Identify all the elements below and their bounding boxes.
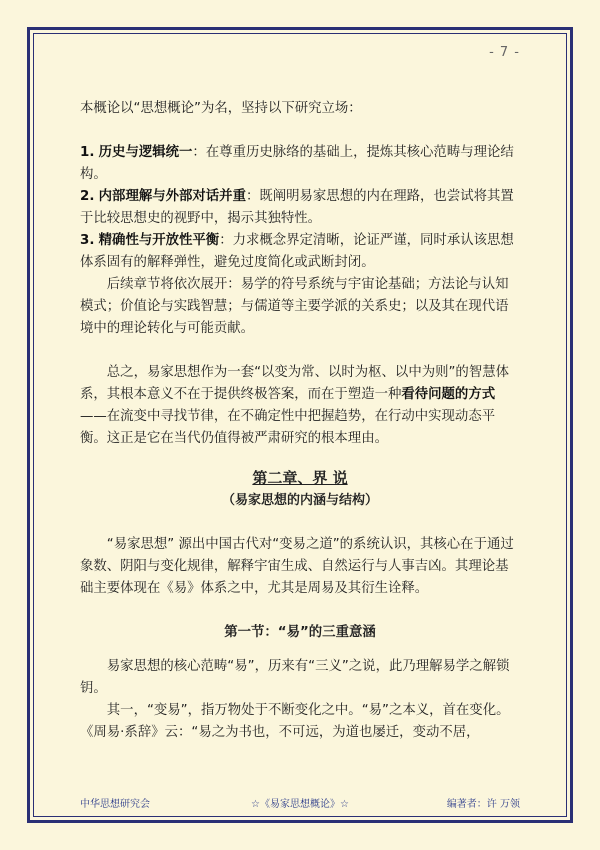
chapter-title: 第二章、界 说	[252, 469, 348, 487]
main-content	[80, 98, 520, 744]
section-paragraph: 易家思想的核心范畴“易”，历来有“三义”之说，此乃理解易学之解锁钥。	[80, 659, 510, 696]
intro-paragraph: 本概论以“思想概论”为名，坚持以下研究立场：	[80, 101, 362, 116]
conclusion-text: ——在流变中寻找节律，在不确定性中把握趋势，在行动中实现动态平衡。这正是它在当代仍值得被严肃研究的根本理由。	[80, 409, 496, 446]
stance-item-1	[80, 142, 520, 186]
footer-author: 编著者：许 万领	[446, 799, 520, 810]
followup-paragraph: 后续章节将依次展开：易学的符号系统与宇宙论基础；方法论与认知模式；价值论与实践智慧；与儒道等主要学派的关系史；以及其在现代语境中的理论转化与可能贡献。	[80, 277, 509, 336]
page-footer	[80, 795, 520, 811]
chapter-subtitle: （易家思想的内涵与结构）	[221, 493, 378, 508]
stance-item-2	[80, 186, 520, 230]
stance-num: 1.	[80, 145, 95, 160]
chapter-intro-paragraph: “易家思想” 源出中国古代对“变易之道”的系统认识，其核心在于通过象数、阴阳与变化规律，解释宇宙生成、自然运行与人事吉凶。其理论基础主要体现在《易》体系之中，尤其是周易及其衍生诠释。	[80, 537, 514, 596]
section-title: 第一节：“易”的三重意涵	[224, 625, 376, 640]
conclusion-paragraph	[80, 362, 520, 450]
stance-text: ：在尊重历史脉络的基础上，提炼其核心范畴与理论结构。	[80, 145, 514, 182]
stance-text: ：既阐明易家思想的内在理路，也尝试将其置于比较思想史的视野中，揭示其独特性。	[80, 189, 514, 226]
conclusion-text: 总之，易家思想作为一套“以变为常、以时为枢、以中为则”的智慧体系，其根本意义不在于提供终极答案，而在于塑造一种	[80, 365, 509, 402]
stance-text: ：力求概念界定清晰，论证严谨，同时承认该思想体系固有的解释弹性，避免过度简化或武断封闭。	[80, 233, 514, 270]
stance-title: 历史与逻辑统一	[98, 145, 193, 160]
footer-book-title: ☆《易家思想概论》☆	[251, 799, 349, 810]
page-number: - 7 -	[489, 45, 520, 60]
stance-title: 精确性与开放性平衡	[98, 233, 220, 248]
conclusion-emphasis: 看待问题的方式	[401, 387, 496, 402]
stance-num: 3.	[80, 233, 95, 248]
footer-organization: 中华思想研究会	[80, 799, 150, 810]
stance-title: 内部理解与外部对话并重	[98, 189, 246, 204]
stance-item-3	[80, 230, 520, 274]
stance-num: 2.	[80, 189, 95, 204]
section-paragraph: 其一，“变易”，指万物处于不断变化之中。“易”之本义，首在变化。《周易·系辞》云：“易之为书也，不可远，为道也屡迁，变动不居，	[80, 703, 510, 740]
